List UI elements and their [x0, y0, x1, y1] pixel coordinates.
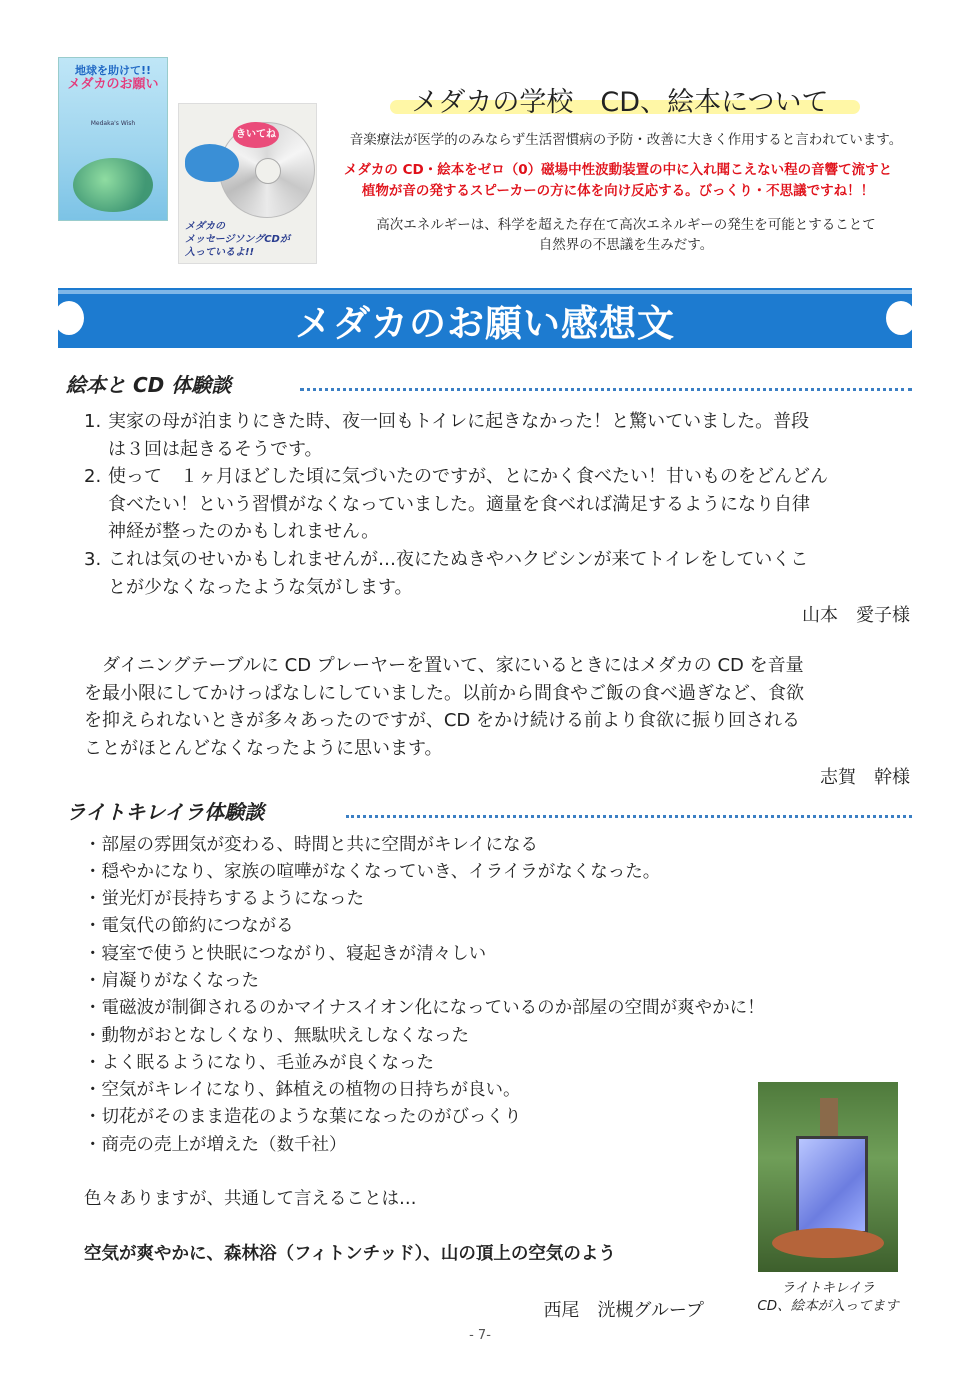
cd-badge: きいてね	[233, 122, 279, 148]
book-title-line2: メダカのお願い	[67, 77, 159, 92]
item-number: 1.	[84, 411, 102, 432]
item-line: とが少なくなったような気がします。	[108, 576, 413, 598]
page-number: - 7-	[469, 1328, 491, 1343]
banner-title: メダカのお願い感想文	[295, 302, 675, 345]
intro-energy-line1: 高次エネルギーは、科学を超えた存在て高次エネルギーの発生を可能とすることて	[376, 217, 876, 233]
experience-item-2	[84, 463, 914, 546]
book-subtitle: Medaka's Wish	[90, 120, 136, 127]
list-item: ・穏やかになり、家族の喧嘩がなくなっていき、イライラがなくなった。	[84, 862, 661, 882]
light-kireira-photo	[758, 1082, 898, 1272]
experience-item-3	[84, 546, 914, 601]
item-number: 3.	[84, 549, 102, 570]
photo-caption	[742, 1279, 914, 1315]
list-item: ・よく眠るようになり、毛並みが良くなった	[84, 1053, 434, 1073]
list-item: ・蛍光灯が長持ちするようになった	[84, 889, 364, 909]
paragraph-line: ダイニングテーブルに CD プレーヤーを置いて、家にいるときにはメダカの CD を音量	[84, 655, 804, 676]
intro-energy-line2: 自然界の不思議を生みだす。	[538, 237, 714, 253]
experience-paragraph	[84, 652, 914, 762]
book-title-line1: 地球を助けて!!	[74, 64, 152, 77]
list-item: ・電気代の節約につながる	[84, 916, 294, 936]
section2-dotted-rule	[346, 815, 912, 818]
item-line: 実家の母が泊まりにきた時、夜一回もトイレに起きなかった！と驚いていました。普段	[108, 411, 810, 432]
cd-image	[178, 103, 317, 264]
signature-nishio: 西尾 洸槻グループ	[543, 1300, 704, 1321]
earth-illustration	[73, 158, 153, 212]
item-line: 使って １ヶ月ほどした頃に気づいたのですが、とにかく食べたい！甘いものをどんどん	[108, 466, 828, 487]
item-line: 食べたい！という習慣がなくなっていました。適量を食べれば満足するようになり自律	[108, 493, 810, 515]
paragraph-line: を最小限にしてかけっぱなしにしていました。以前から間食やご飯の食べ過ぎなど、食欲	[84, 682, 804, 704]
list-item: ・電磁波が制御されるのかマイナスイオン化になっているのか部屋の空間が爽やかに！	[84, 998, 765, 1018]
intro-energy	[326, 215, 926, 255]
list-item: ・動物がおとなしくなり、無駄吠えしなくなった	[84, 1026, 469, 1046]
signature-yamamoto: 山本 愛子様	[802, 605, 910, 626]
list-item: ・寝室で使うと快眠につながり、寝起きが清々しい	[84, 944, 487, 964]
photo-caption-line2: CD、絵本が入ってます	[757, 1298, 899, 1314]
paragraph-line: ことがほとんどなくなったように思います。	[84, 737, 443, 759]
item-number: 2.	[84, 466, 102, 487]
signature-shiga: 志賀 幹様	[820, 767, 910, 788]
medaka-fish-icon	[185, 144, 239, 182]
item-line: これは気のせいかもしれませんが…夜にたぬきやハクビシンが来てトイレをしていくこ	[108, 549, 809, 570]
intro-highlight-line2: 植物が音の発するスピーカーの方に体を向け反応する。びっくり・不思議ですね！！	[361, 183, 875, 199]
section-title: メダカの学校 CD、絵本について	[411, 87, 829, 118]
intro-highlight-line1: メダカの CD・絵本をゼロ（0）磁場中性波動装置の中に入れ聞こえない程の音響て流すと	[343, 162, 893, 178]
item-line: は３回は起きるそうです。	[108, 438, 323, 460]
photo-caption-line1: ライトキレイラ	[781, 1280, 875, 1296]
intro-text: 音楽療法が医学的のみならず生活習慣病の予防・改善に大きく作用すると言われています。	[349, 132, 903, 148]
list-item: ・空気がキレイになり、鉢植えの植物の日持ちが良い。	[84, 1080, 521, 1100]
book-title	[65, 64, 161, 92]
list-item: ・商売の売上が増えた（数千社）	[84, 1135, 347, 1155]
list-item: ・肩凝りがなくなった	[84, 971, 259, 991]
intro-highlight	[318, 160, 918, 202]
list-item: ・切花がそのまま造花のような葉になったのがびっくり	[84, 1107, 522, 1127]
section1-dotted-rule	[300, 388, 912, 391]
section1-heading: 絵本と CD 体験談	[66, 373, 232, 397]
conclusion-text: 空気が爽やかに、森林浴（フィトンチッド）、山の頂上の空気のよう	[84, 1244, 616, 1264]
item-line: 神経が整ったのかもしれません。	[108, 521, 380, 542]
cd-caption: メダカの メッセージソングCDが 入っているよ!!	[185, 221, 290, 258]
paragraph-line: を抑えられないときが多々あったのですが、CD をかけ続ける前より食欲に振り回される	[84, 710, 800, 731]
summary-text: 色々ありますが、共通して言えることは…	[84, 1189, 417, 1209]
section2-heading: ライトキレイラ体験談	[66, 800, 265, 824]
picture-book-cover	[58, 57, 168, 221]
experience-item-1	[84, 408, 914, 463]
list-item: ・部屋の雰囲気が変わる、時間と共に空間がキレイになる	[84, 835, 538, 855]
